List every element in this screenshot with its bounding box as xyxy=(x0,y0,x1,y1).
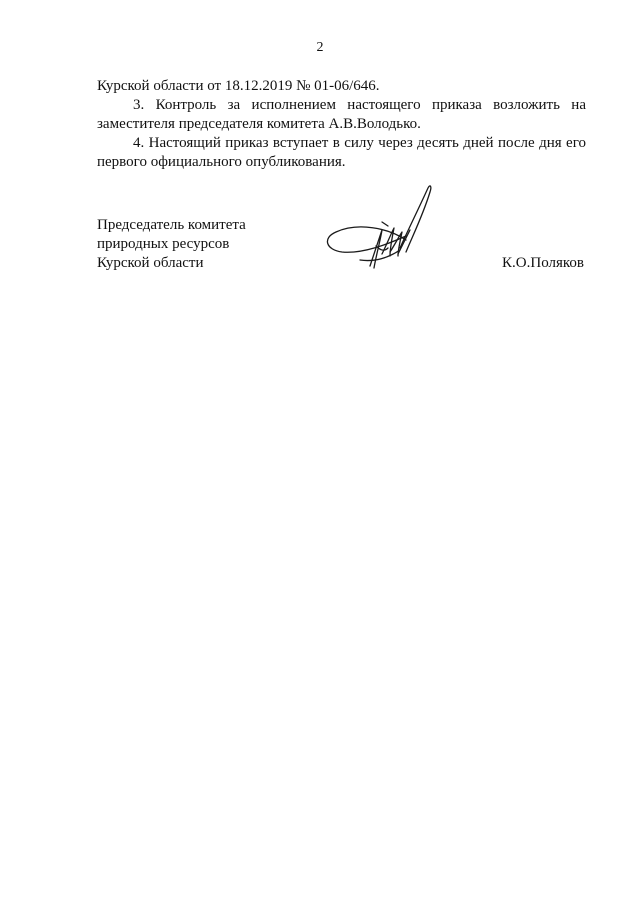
page-number: 2 xyxy=(316,40,324,55)
position-line: Председатель комитета xyxy=(97,217,246,233)
position-line: природных ресурсов xyxy=(97,236,230,252)
document-body xyxy=(97,77,586,172)
paragraph-continuation: Курской области от 18.12.2019 № 01-06/646. xyxy=(97,78,380,94)
paragraph-item-3: 3. Контроль за исполнением настоящего приказа возложить на заместителя председателя комитета А.В.Володько. xyxy=(97,97,586,132)
signatory-position xyxy=(97,216,246,273)
handwritten-signature xyxy=(318,180,443,280)
paragraph-item-4: 4. Настоящий приказ вступает в силу через десять дней после дня его первого официального опубликования. xyxy=(97,135,586,170)
signer-name: К.О.Поляков xyxy=(502,255,584,271)
position-line: Курской области xyxy=(97,255,204,271)
